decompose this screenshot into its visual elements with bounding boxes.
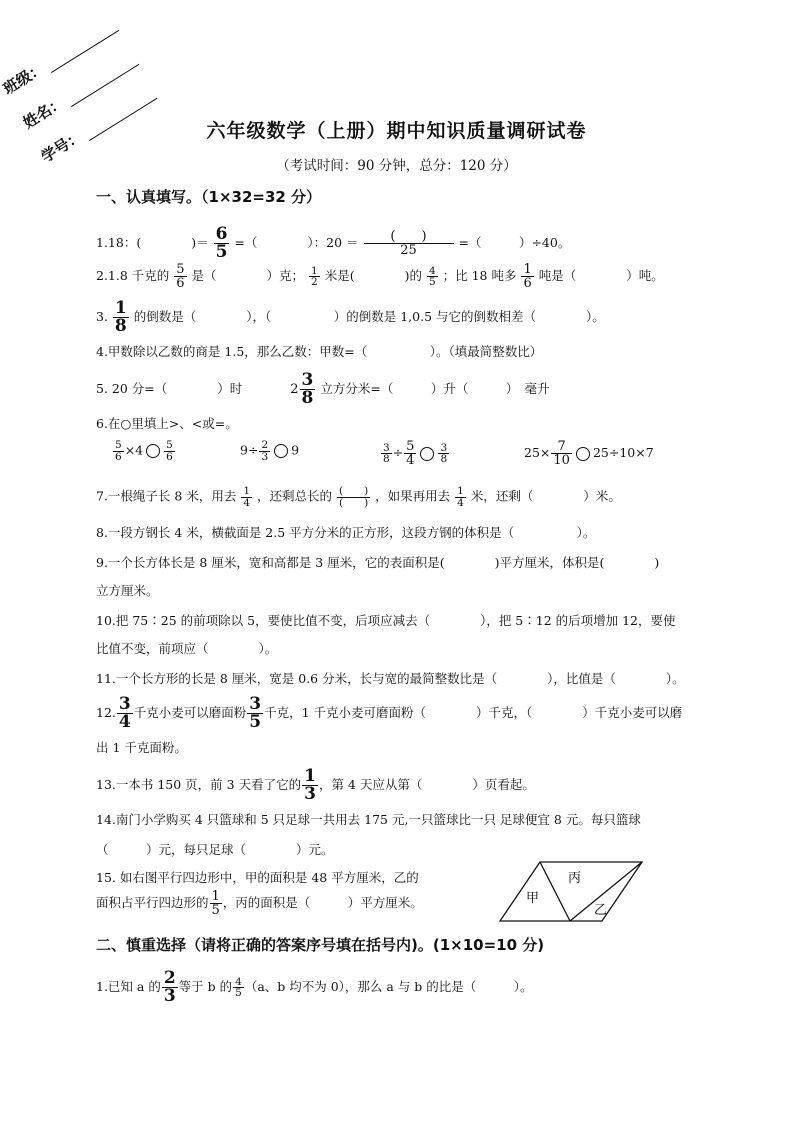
question-15: 15. 如右图平行四边形中，甲的面积是 48 平方厘米，乙的 — [96, 870, 419, 885]
fraction: $\frac{1}{3}$ — [304, 766, 316, 804]
question-4: 4.甲数除以乙数的商是 1.5，那么乙数：甲数=（ ）。（填最简整数比） — [96, 344, 543, 359]
fraction: $\frac{5}{6}$ — [166, 439, 173, 463]
question-10-cont: 比值不变，前项应（ ）。 — [96, 641, 278, 656]
fraction: $\frac{3}{8}$ — [301, 370, 314, 408]
fraction: $\frac{4}{5}$ — [235, 975, 242, 999]
fraction: $\frac{5}{6}$ — [176, 262, 185, 291]
question-8: 8.一段方钢长 4 米，横截面是 2.5 平方分米的正方形，这段方钢的体积是（ ）。 — [96, 525, 596, 540]
question-9: 9.一个长方体长是 8 厘米，宽和高都是 3 厘米，它的表面积是( )平方厘米，体积是( ) — [96, 555, 660, 570]
question-11: 11.一个长方形的长是 8 厘米，宽是 0.6 分米，长与宽的最简整数比是（ ），比值是（ ）。 — [96, 671, 685, 686]
section2-heading: 二、慎重选择（请将正确的答案序号填在括号内)。(1×10=10 分) — [96, 936, 545, 954]
compare-circle[interactable] — [274, 444, 288, 458]
question-5: 5. 20 分=（ ）时 2 $\frac{3}{8}$ 立方分米=（ ）升（ ） 毫升 — [96, 370, 550, 408]
section1-heading: 一、认真填写。（1×32=32 分） — [96, 188, 322, 206]
fraction: $\frac{3}{8}$ — [383, 441, 390, 465]
fraction: $\frac{4}{5}$ — [428, 264, 436, 288]
parallelogram-figure — [496, 858, 646, 926]
class-label: 班级： — [0, 59, 48, 99]
region-bing-label: 丙 — [568, 871, 582, 886]
comparison-4: 25× $\frac{7}{10}$ 25÷10×7 — [524, 439, 654, 468]
fraction: $\frac{3}{8}$ — [440, 441, 448, 465]
fraction: $\frac{1}{2}$ — [311, 264, 318, 288]
fraction: $\frac{5}{6}$ — [115, 439, 122, 463]
question-10: 10.把 75∶25 的前项除以 5，要使比值不变，后项应减去（ ），把 5∶12 的后项增加 12，要使 — [96, 613, 676, 628]
question-15-cont: 面积占平行四边形的 $\frac{1}{5}$ ，丙的面积是（ ）平方厘米。 — [96, 889, 423, 918]
question-14: 14.南门小学购买 4 只篮球和 5 只足球一共用去 175 元,一只篮球比一只 足球便宜 8 元。每只篮球 — [96, 812, 641, 827]
question-12-cont: 出 1 千克面粉。 — [96, 740, 187, 755]
fraction: $\frac{1}{4}$ — [243, 485, 250, 509]
fraction: $\frac{3}{5}$ — [249, 694, 262, 732]
fraction: $\frac{2}{3}$ — [163, 968, 176, 1006]
student-info-header — [2, 20, 202, 170]
fraction: $\frac{2}{3}$ — [261, 439, 269, 463]
comparison-1: $\frac{5}{6}$ ×4 $\frac{5}{6}$ — [115, 439, 173, 463]
question-6: 6.在○里填上>、<或=。 — [96, 416, 238, 431]
exam-title: 六年级数学（上册）期中知识质量调研试卷 — [206, 120, 587, 142]
id-label: 学号： — [37, 127, 86, 167]
region-jia-label: 甲 — [526, 891, 540, 906]
question-13: 13.一本书 150 页，前 3 天看了它的 $\frac{1}{3}$ ，第 4 天应从第（ ）页看起。 — [96, 766, 535, 804]
question-9-cont: 立方厘米。 — [96, 583, 159, 598]
comparison-3: $\frac{3}{8}$ ÷ $\frac{5}{4}$ $\frac{3}{8}$ — [383, 439, 448, 468]
question-3: 3. $\frac{1}{8}$ 的倒数是（ ），（ ）的倒数是 1,0.5 与它的倒数相差（ ）。 — [96, 298, 605, 336]
dividing-line — [540, 862, 570, 921]
fraction: $\frac{5}{4}$ — [406, 439, 415, 468]
name-label: 姓名： — [19, 93, 68, 133]
section2-question-1: 1.已知 a 的 $\frac{2}{3}$ 等于 b 的 $\frac{4}{5}$ （a、b 均不为 0），那么 a 与 b 的比是（ ）。 — [96, 968, 533, 1006]
fraction: $\frac{3}{4}$ — [118, 694, 131, 732]
compare-circle[interactable] — [146, 444, 160, 458]
comparison-2: 9÷ $\frac{2}{3}$ 9 — [240, 439, 300, 463]
fraction: $\frac{1}{4}$ — [457, 485, 464, 509]
compare-circle[interactable] — [420, 447, 434, 461]
fraction: $\frac{7}{10}$ — [553, 439, 570, 468]
fraction: $\frac{( )}{25}$ — [364, 230, 454, 257]
fraction: $\frac{1}{5}$ — [211, 889, 220, 918]
question-12: 12. $\frac{3}{4}$ 千克小麦可以磨面粉 $\frac{3}{5}$ 千克，1 千克小麦可磨面粉（ ）千克，（ ）千克小麦可以磨 — [96, 694, 683, 732]
fraction: $\frac{6}{5}$ — [215, 224, 228, 262]
question-14-cont: （ ）元，每只足球（ ）元。 — [96, 842, 334, 857]
question-1: 1.18：( )＝ $\frac{6}{5}$ =（ ）：20 ＝ $\frac{( )}{25}$ =（ ）÷40。 — [96, 224, 571, 262]
fraction: $\frac{( )}{( )}$ — [338, 485, 369, 509]
region-yi-label: 乙 — [594, 903, 608, 918]
compare-circle[interactable] — [576, 447, 590, 461]
exam-subtitle: （考试时间：90 分钟，总分：120 分） — [276, 158, 517, 174]
fraction: $\frac{1}{8}$ — [114, 298, 127, 336]
fraction: $\frac{1}{6}$ — [523, 262, 532, 291]
question-7: 7.一根绳子长 8 米，用去 $\frac{1}{4}$ ，还剩总长的 $\frac{( )}{( )}$ ，如果再用去 $\frac{1}{4}$ 米，还剩（ ）米。 — [96, 485, 621, 509]
question-2: 2.1.8 千克的 $\frac{5}{6}$ 是（ ）克； $\frac{1}{2}$ 米是( )的 $\frac{4}{5}$ ；比 18 吨多 $\frac{1}{6}$ 吨是（ ）吨。 — [96, 262, 664, 291]
